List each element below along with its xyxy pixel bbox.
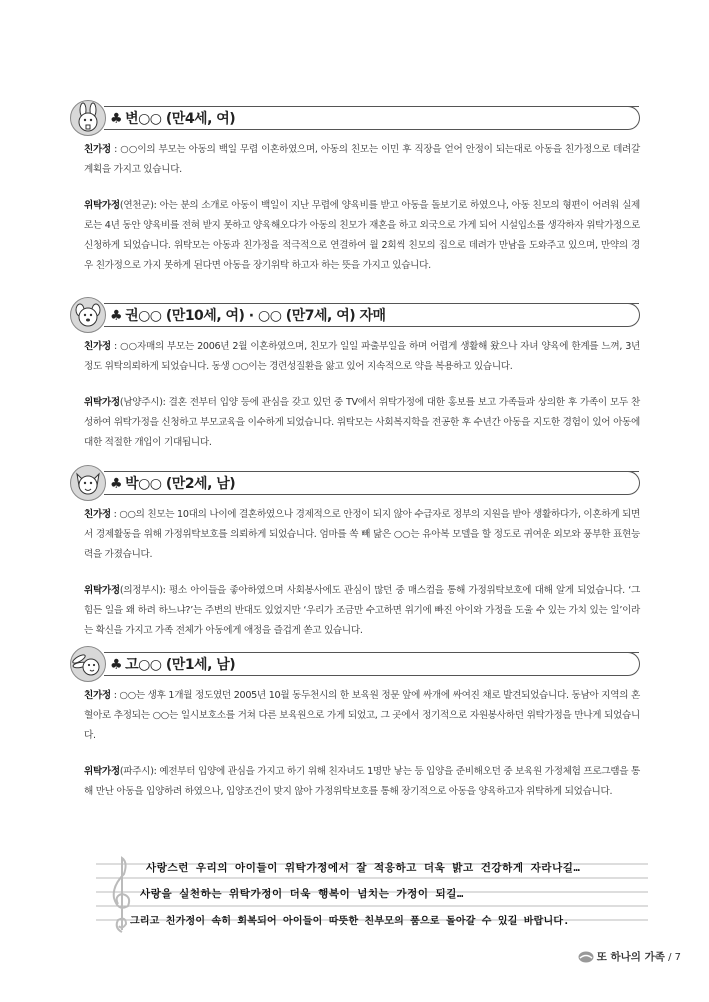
brand-name: 또 하나의 가족	[596, 951, 665, 963]
section-title: ♣ 박○○ (만2세, 남)	[110, 476, 236, 492]
birth-family-paragraph: 친가정 : ○○이의 부모는 아동의 백일 무렵 이혼하였으며, 아동의 친모는 이민 후 직장을 얻어 안정이 되는대로 아동을 친가정으로 데려갈 계획을 가지고 있습니다.	[84, 144, 640, 175]
profile-section-4	[70, 646, 640, 802]
footer-message-line-3: 그리고 친가정이 속히 회복되어 아이들이 따뜻한 친부모의 품으로 돌아갈 수 있길 바랍니다.	[130, 916, 570, 927]
birth-family-paragraph: 친가정 : ○○자매의 부모는 2006년 2월 이혼하였으며, 친모가 일일 파출부일을 하며 어렵게 생활해 왔으나 자녀 양육에 한계를 느껴, 3년 정도 위탁의뢰하게 되었습니다. 동생 ○○이는 경련성질환을 앓고 있어 지속적으로 약을 복용하고 있습니다.	[84, 341, 640, 372]
foster-family-paragraph: 위탁가정(남양주시): 결혼 전부터 입양 등에 관심을 갖고 있던 중 TV에서 위탁가정에 대한 홍보를 보고 가족들과 상의한 후 가족이 모두 찬성하여 위탁가정을 신청하고 부모교육을 이수하게 되었습니다. 위탁모는 사회복지학을 전공한 후 수년간 아동을 지도한 경험이 있어 아동에 대한 적절한 개입이 기대됩니다.	[84, 397, 640, 448]
section-title: ♣ 변○○ (만4세, 여)	[110, 111, 236, 127]
family-logo-icon	[578, 951, 594, 963]
section-header	[70, 100, 640, 134]
treble-clef-icon	[110, 852, 132, 938]
footer-message-box	[96, 848, 648, 940]
section-header	[70, 297, 640, 331]
footer-message-line-2: 사랑을 실천하는 위탁가정이 더욱 행복이 넘치는 가정이 되길…	[140, 888, 464, 900]
foster-family-paragraph: 위탁가정(의정부시): 평소 아이들을 좋아하였으며 사회봉사에도 관심이 많던 중 매스컴을 통해 가정위탁보호에 대해 알게 되었습니다. ‘그 힘든 일을 왜 하려 하느냐?’는 주변의 반대도 있었지만 ‘우리가 조금만 수고하면 위기에 빠진 아이와 가정을 도울 수 있는 가치 있는 일’이라는 확신을 가지고 가족 전체가 아동에게 애정을 즐겁게 쏟고 있습니다.	[84, 585, 640, 636]
section-header	[70, 465, 640, 499]
puppy-face-icon	[70, 465, 106, 501]
rabbit-face-icon	[70, 100, 106, 136]
foster-family-paragraph: 위탁가정(파주시): 예전부터 입양에 관심을 가지고 하기 위해 친자녀도 1명만 낳는 등 입양을 준비해오던 중 보육원 가정체험 프로그램을 통해 만난 아동을 입양하려 하였으나, 입양조건이 맞지 않아 가정위탁보호를 통해 장기적으로 아동을 양육하고자 위탁하게 되었습니다.	[84, 766, 640, 797]
birth-family-paragraph: 친가정 : ○○의 친모는 10대의 나이에 결혼하였으나 경제적으로 안정이 되지 않아 수급자로 정부의 지원을 받아 생활하다가, 이혼하게 되면서 경제활동을 위해 가정위탁보호를 의뢰하게 되었습니다. 엄마를 쏙 빼 닮은 ○○는 유아복 모델을 할 정도로 귀여운 외모와 풍부한 표현능력을 가졌습니다.	[84, 509, 641, 560]
page-footer: 또 하나의 가족 / 7	[578, 949, 681, 964]
profile-section-2	[70, 297, 640, 453]
dog-face-icon	[70, 297, 106, 333]
foster-family-paragraph: 위탁가정(연천군): 아는 분의 소개로 아동이 백일이 지난 무렵에 양육비를 받고 아동을 돌보기로 하였으나, 아동 친모의 형편이 어려워 실제로는 4년 동안 양육비를 전혀 받지 못하고 양육해오다가 아동의 친모가 재혼을 하고 외국으로 가게 되어 시설입소를 생각하자 위탁가정으로 신청하게 되었습니다. 위탁모는 아동과 친가정을 적극적으로 연결하여 월 2회씩 친모의 집으로 데려가 만남을 도와주고 있으며, 만약의 경우 친가정으로 가지 못하게 된다면 아동을 장기위탁 하고자 하는 뜻을 가지고 있습니다.	[84, 200, 640, 271]
section-header	[70, 646, 640, 680]
footer-message-line-1: 사랑스런 우리의 아이들이 위탁가정에서 잘 적응하고 더욱 밝고 건강하게 자라나길…	[146, 862, 581, 874]
birth-family-paragraph: 친가정 : ○○는 생후 1개월 정도였던 2005년 10월 동두천시의 한 보육원 정문 앞에 싸개에 싸여진 채로 발견되었습니다. 동남아 지역의 혼혈아로 추정되는 ○○는 일시보호소를 거쳐 다른 보육원으로 가게 되었고, 그 곳에서 정기적으로 자원봉사하던 위탁가정을 만나게 되었습니다.	[84, 690, 640, 741]
profile-section-3	[70, 465, 640, 641]
section-title: ♣ 고○○ (만1세, 남)	[110, 657, 236, 673]
page-number: 7	[674, 952, 681, 963]
section-title: ♣ 권○○ (만10세, 여) · ○○ (만7세, 여) 자매	[110, 308, 386, 324]
bunny-face-icon	[70, 646, 106, 682]
profile-section-1	[70, 100, 640, 276]
